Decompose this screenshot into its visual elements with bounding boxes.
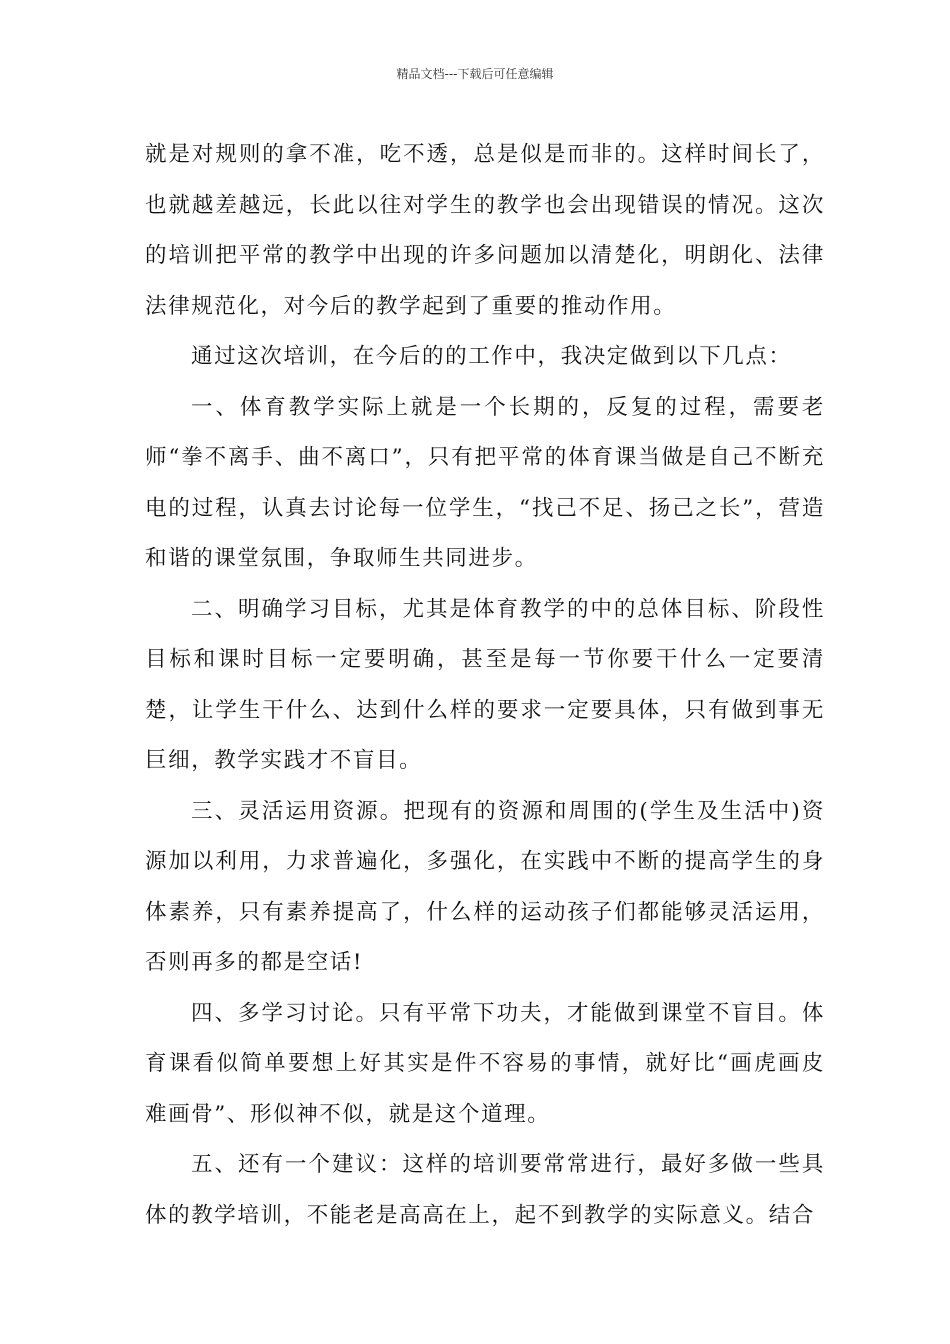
document-body [145, 130, 825, 1241]
paragraph-5: 三、灵活运用资源。把现有的资源和周围的(学生及生活中)资源加以利用，力求普遍化，多强化，在实践中不断的提高学生的身体素养，只有素养提高了，什么样的运动孩子们都能够灵活运用，否则再多的都是空话! [145, 798, 825, 975]
paragraph-6: 四、多学习讨论。只有平常下功夫，才能做到课堂不盲目。体育课看似简单要想上好其实是件不容易的事情，就好比“画虎画皮难画骨”、形似神不似，就是这个道理。 [145, 1000, 825, 1127]
paragraph-3: 一、体育教学实际上就是一个长期的，反复的过程，需要老师“拳不离手、曲不离口”，只有把平常的体育课当做是自己不断充电的过程，认真去讨论每一位学生，“找己不足、扬己之长”，营造和谐的课堂氛围，争取师生共同进步。 [145, 394, 825, 571]
paragraph-4: 二、明确学习目标，尤其是体育教学的中的总体目标、阶段性目标和课时目标一定要明确，甚至是每一节你要干什么一定要清楚，让学生干什么、达到什么样的要求一定要具体，只有做到事无巨细，教学实践才不盲目。 [145, 596, 825, 773]
paragraph-1: 就是对规则的拿不准，吃不透，总是似是而非的。这样时间长了，也就越差越远，长此以往对学生的教学也会出现错误的情况。这次的培训把平常的教学中出现的许多问题加以清楚化，明朗化、法律法律规范化，对今后的教学起到了重要的推动作用。 [145, 142, 825, 319]
page-header: 精品文档---下载后可任意编辑 [396, 67, 554, 81]
paragraph-2: 通过这次培训，在今后的的工作中，我决定做到以下几点： [191, 344, 792, 369]
paragraph-7: 五、还有一个建议：这样的培训要常常进行，最好多做一些具体的教学培训，不能老是高高在上，起不到教学的实际意义。结合 [145, 1152, 825, 1228]
